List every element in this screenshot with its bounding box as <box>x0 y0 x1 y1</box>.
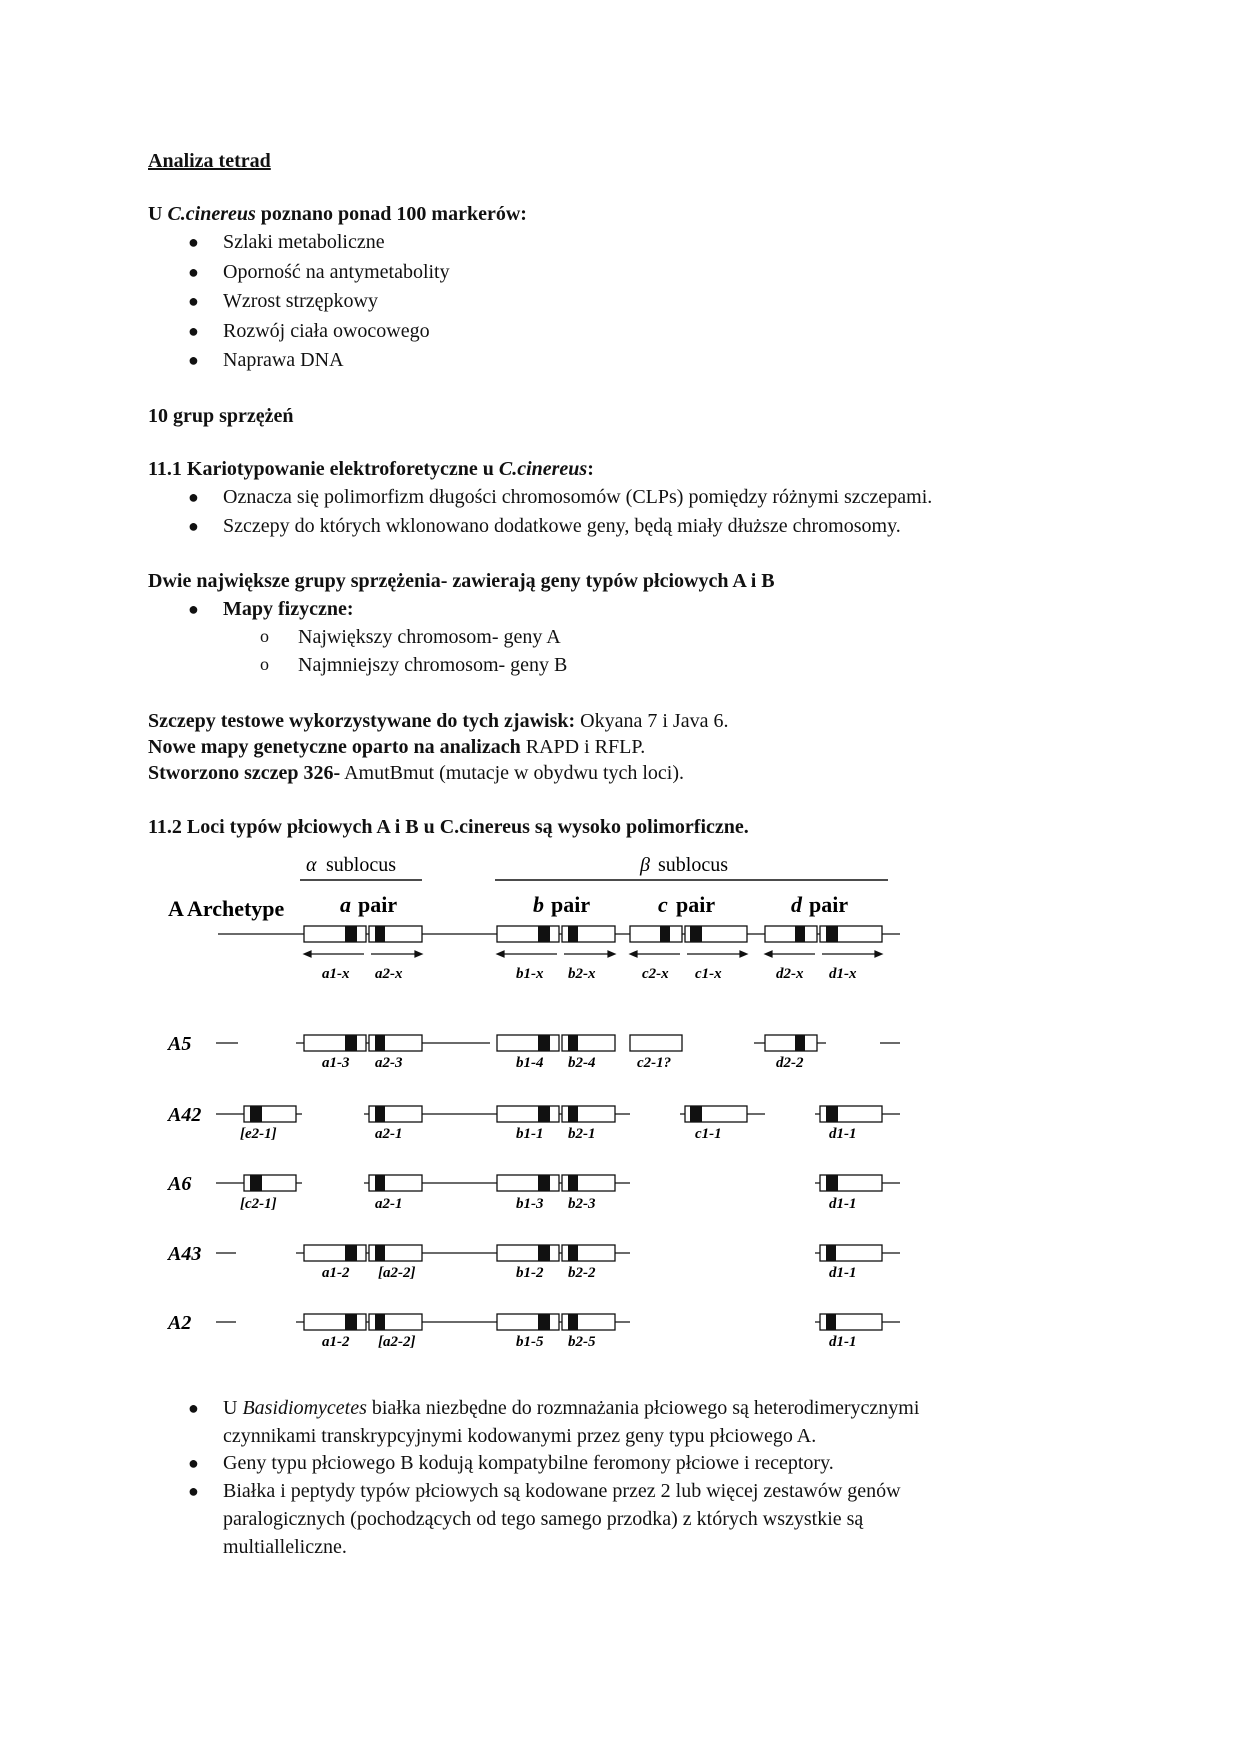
bullet-icon: ● <box>188 291 199 311</box>
gene-label: d1-1 <box>829 1126 857 1142</box>
sub-bullet-marker: o <box>260 626 269 646</box>
list-item-continuation: czynnikami transkrypcyjnymi kodowanymi przez geny typu płciowego A. <box>223 1425 817 1447</box>
pair-word: pair <box>551 892 591 917</box>
list-item-continuation: paralogicznych (pochodzących od tego samego przodka) z których wszystkie są <box>223 1508 864 1530</box>
bullet-icon: ● <box>188 1453 199 1473</box>
list-item: Naprawa DNA <box>223 349 344 371</box>
gene-label: b1-5 <box>516 1334 544 1350</box>
archetype-label: A Archetype <box>168 896 285 921</box>
sub-bullet-marker: o <box>260 654 269 674</box>
allele-name: A42 <box>168 1104 202 1126</box>
linkage-groups: 10 grup sprzężeń <box>148 405 294 427</box>
alpha-symbol: α <box>306 854 317 876</box>
list-item: Białka i peptydy typów płciowych są kodowane przez 2 lub więcej zestawów genów <box>223 1480 901 1502</box>
pair-letter: b <box>533 892 544 917</box>
gene-label: b2-5 <box>568 1334 596 1350</box>
sub-list-item: Najmniejszy chromosom- geny B <box>298 654 568 676</box>
gene-label: d1-x <box>829 966 857 982</box>
gene-label: a2-1 <box>375 1196 403 1212</box>
list-item: Szczepy do których wklonowano dodatkowe geny, będą miały dłuższe chromosomy. <box>223 515 901 537</box>
bullet-icon: ● <box>188 350 199 370</box>
list-item: U Basidiomycetes białka niezbędne do rozmnażania płciowego są heterodimerycznymi <box>223 1397 920 1419</box>
pair-word: pair <box>676 892 716 917</box>
list-item: Rozwój ciała owocowego <box>223 320 430 342</box>
gene-label: c2-x <box>642 966 669 982</box>
gene-label: a2-3 <box>375 1055 403 1071</box>
bullet-icon: ● <box>188 1398 199 1418</box>
gene-label: b2-x <box>568 966 596 982</box>
strain-line: Stworzono szczep 326- AmutBmut (mutacje w obydwu tych loci). <box>148 762 685 784</box>
gene-label: d2-2 <box>776 1055 804 1071</box>
bullet-icon: ● <box>188 487 199 507</box>
pair-word: pair <box>809 892 849 917</box>
gene-label: b1-1 <box>516 1126 544 1142</box>
gene-label: b1-3 <box>516 1196 544 1212</box>
gene-label: b1-2 <box>516 1265 544 1281</box>
allele-name: A43 <box>168 1243 202 1265</box>
allele-name: A2 <box>168 1312 192 1334</box>
gene-label: b1-x <box>516 966 544 982</box>
strain-line: Szczepy testowe wykorzystywane do tych zjawisk: Okyana 7 i Java 6. <box>148 710 729 732</box>
page-title: Analiza tetrad <box>148 150 271 172</box>
gene-label: d1-1 <box>829 1334 857 1350</box>
gene-label: a1-2 <box>322 1265 350 1281</box>
pair-word: pair <box>358 892 398 917</box>
list-item: Oporność na antymetabolity <box>223 261 450 283</box>
strain-line: Nowe mapy genetyczne oparto na analizach RAPD i RFLP. <box>148 736 646 758</box>
gene-label: a2-1 <box>375 1126 403 1142</box>
pair-letter: a <box>340 892 351 917</box>
gene-label: b2-4 <box>568 1055 596 1071</box>
gene-label: b2-2 <box>568 1265 596 1281</box>
bullet-icon: ● <box>188 599 199 619</box>
gene-label: a2-x <box>375 966 403 982</box>
gene-label: a1-x <box>322 966 350 982</box>
list-item: Szlaki metaboliczne <box>223 231 385 253</box>
sub-list-item: Największy chromosom- geny A <box>298 626 561 648</box>
gene-label: b1-4 <box>516 1055 544 1071</box>
gene-label: [e2-1] <box>240 1126 277 1142</box>
list-item: Mapy fizyczne: <box>223 598 354 620</box>
list-item-continuation: multialleliczne. <box>223 1536 347 1558</box>
mating-type-diagram <box>0 840 1240 1360</box>
gene-label: [a2-2] <box>378 1334 416 1350</box>
list-item: Oznacza się polimorfizm długości chromosomów (CLPs) pomiędzy różnymi szczepami. <box>223 486 933 508</box>
species-name: C.cinereus <box>167 203 256 225</box>
gene-label: b2-3 <box>568 1196 596 1212</box>
section-11-2-heading: 11.2 Loci typów płciowych A i B u C.cinereus są wysoko polimorficzne. <box>148 816 749 838</box>
section-11-1-heading: 11.1 Kariotypowanie elektroforetyczne u C.cinereus: <box>148 458 594 480</box>
bullet-icon: ● <box>188 516 199 536</box>
gene-label: d1-1 <box>829 1196 857 1212</box>
bullet-icon: ● <box>188 1481 199 1501</box>
beta-sublocus-label: sublocus <box>658 854 728 876</box>
bullet-icon: ● <box>188 321 199 341</box>
gene-label: a1-3 <box>322 1055 350 1071</box>
beta-symbol: β <box>640 854 650 876</box>
gene-label: b2-1 <box>568 1126 596 1142</box>
gene-label: [a2-2] <box>378 1265 416 1281</box>
gene-label: d2-x <box>776 966 804 982</box>
markers-heading: U C.cinereus poznano ponad 100 markerów: <box>148 203 527 225</box>
list-item: Wzrost strzępkowy <box>223 290 378 312</box>
bullet-icon: ● <box>188 262 199 282</box>
allele-name: A5 <box>168 1033 192 1055</box>
alpha-sublocus-label: sublocus <box>326 854 396 876</box>
largest-groups-heading: Dwie największe grupy sprzężenia- zawierają geny typów płciowych A i B <box>148 570 775 592</box>
pair-letter: c <box>658 892 668 917</box>
gene-label: [c2-1] <box>240 1196 277 1212</box>
gene-label: d1-1 <box>829 1265 857 1281</box>
allele-name: A6 <box>168 1173 192 1195</box>
list-item: Geny typu płciowego B kodują kompatybilne feromony płciowe i receptory. <box>223 1452 834 1474</box>
gene-label: c2-1? <box>637 1055 672 1071</box>
bullet-icon: ● <box>188 232 199 252</box>
gene-label: a1-2 <box>322 1334 350 1350</box>
gene-label: c1-1 <box>695 1126 722 1142</box>
pair-letter: d <box>791 892 802 917</box>
gene-label: c1-x <box>695 966 722 982</box>
